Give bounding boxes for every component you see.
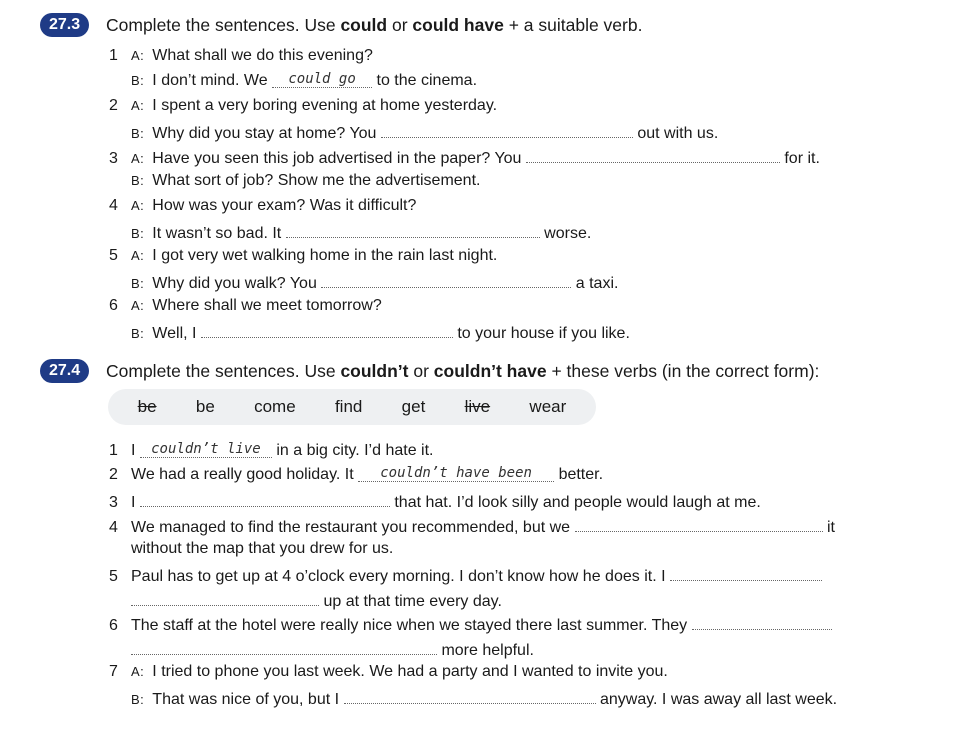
ex2-item-5-cont: up at that time every day.	[131, 589, 502, 612]
item-2-b: B: Why did you stay at home? You out with us.	[131, 121, 718, 144]
item-5-a: 5 A: I got very wet walking home in the rain last night.	[109, 247, 498, 264]
verb-word: get	[401, 397, 426, 416]
verb-word: come	[254, 397, 296, 416]
ex2-item-7-a: 7 A: I tried to phone you last week. We had a party and I wanted to invite you.	[109, 663, 668, 680]
ex2-item-2: 2 We had a really good holiday. It couldn’t have been better.	[109, 465, 604, 483]
item-3-b: B: What sort of job? Show me the advertisement.	[131, 172, 481, 189]
verb-box	[108, 389, 596, 425]
answer-blank[interactable]	[140, 490, 390, 507]
answer-blank[interactable]	[344, 687, 596, 704]
item-1-a: 1 A: What shall we do this evening?	[109, 47, 373, 64]
exercise-badge: 27.4	[40, 359, 89, 383]
ex2-item-6: 6 The staff at the hotel were really nice when we stayed there last summer. They	[109, 613, 832, 636]
item-3-a: 3 A: Have you seen this job advertised in the paper? You for it.	[109, 146, 820, 169]
answer-blank[interactable]: couldn’t have been	[358, 465, 554, 482]
item-5-b: B: Why did you walk? You a taxi.	[131, 271, 618, 294]
exercise-heading: Complete the sentences. Use couldn’t or couldn’t have + these verbs (in the correct form):	[106, 361, 820, 381]
verb-word: be	[137, 397, 157, 416]
answer-blank[interactable]	[321, 271, 571, 288]
answer-blank[interactable]: could go	[272, 71, 372, 88]
ex2-item-4-cont: without the map that you drew for us.	[131, 540, 394, 557]
item-4-a: 4 A: How was your exam? Was it difficult?	[109, 197, 417, 214]
exercise-heading: Complete the sentences. Use could or could have + a suitable verb.	[106, 15, 643, 35]
answer-blank[interactable]: couldn’t live	[140, 441, 272, 458]
verb-word: find	[334, 397, 363, 416]
answer-blank[interactable]	[381, 121, 633, 138]
answer-blank[interactable]	[131, 589, 319, 606]
answer-blank[interactable]	[575, 515, 823, 532]
verb-word: wear	[529, 397, 567, 416]
exercise-27-3-header	[40, 13, 89, 37]
ex2-item-5: 5 Paul has to get up at 4 o’clock every morning. I don’t know how he does it. I	[109, 564, 822, 587]
answer-blank[interactable]	[670, 564, 822, 581]
item-6-a: 6 A: Where shall we meet tomorrow?	[109, 297, 382, 314]
ex2-item-1: 1 I couldn’t live in a big city. I’d hate it.	[109, 441, 434, 459]
answer-blank[interactable]	[692, 613, 832, 630]
exercise-27-4-header	[40, 359, 89, 383]
ex2-item-6-cont: more helpful.	[131, 638, 534, 661]
answer-blank[interactable]	[131, 638, 437, 655]
verb-word: live	[464, 397, 491, 416]
item-2-a: 2 A: I spent a very boring evening at home yesterday.	[109, 97, 498, 114]
item-4-b: B: It wasn’t so bad. It worse.	[131, 221, 591, 244]
answer-blank[interactable]	[201, 321, 453, 338]
ex2-item-7-b: B: That was nice of you, but I anyway. I was away all last week.	[131, 687, 837, 710]
exercise-badge: 27.3	[40, 13, 89, 37]
ex2-item-4: 4 We managed to find the restaurant you recommended, but we it	[109, 515, 835, 538]
answer-blank[interactable]	[286, 221, 540, 238]
verb-word: be	[195, 397, 215, 416]
ex2-item-3: 3 I that hat. I’d look silly and people would laugh at me.	[109, 490, 761, 513]
item-6-b: B: Well, I to your house if you like.	[131, 321, 630, 344]
answer-blank[interactable]	[526, 146, 780, 163]
item-1-b: B: I don’t mind. We could go to the cinema.	[131, 71, 478, 89]
